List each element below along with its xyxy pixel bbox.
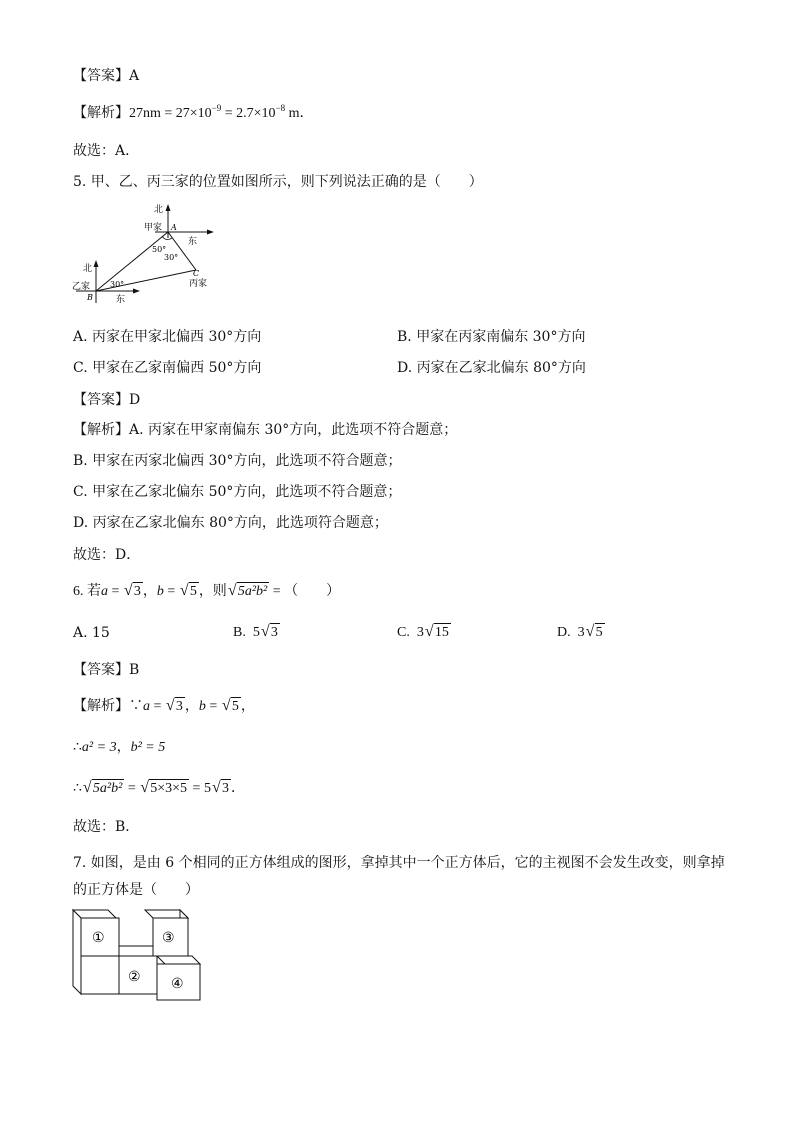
q5-analysis-3: C. 甲家在乙家北偏东 50°方向，此选项不符合题意；: [73, 484, 402, 500]
q4-analysis: [73, 104, 314, 124]
q6-analysis-1: [73, 697, 255, 717]
q6-option-c-label: C.: [397, 625, 410, 640]
east-label-bottom: 东: [116, 295, 126, 305]
q4-expr-mid: = 2.7×10: [221, 106, 276, 121]
q5-figure: [70, 200, 220, 305]
angle-30-b-label: 30°: [110, 280, 125, 289]
q6-then: ，则: [198, 584, 227, 599]
q5-stem: 5. 甲、乙、丙三家的位置如图所示，则下列说法正确的是（ ）: [73, 174, 483, 190]
q4-exp1: −9: [211, 103, 222, 113]
q6-eq-2: =: [163, 584, 179, 599]
q6-analysis-result-sqrt: √ 3: [211, 779, 229, 796]
q6-option-d: [557, 623, 605, 643]
q6-option-d-sqrt: √ 5: [585, 623, 603, 640]
q6-analysis-period: ．: [230, 781, 245, 796]
q6-therefore-1: ∴: [73, 740, 82, 755]
q7-stem-line2: 的正方体是（ ）: [73, 882, 199, 898]
q6-option-b-coef: 5: [252, 625, 260, 640]
q5-analysis-2: B. 甲家在丙家北偏西 30°方向，此选项不符合题意；: [73, 453, 402, 469]
q6-option-c-coef: 3: [416, 625, 424, 640]
q6-option-b-label: B.: [233, 625, 246, 640]
q5-option-a: A. 丙家在甲家北偏西 30°方向: [73, 329, 262, 345]
q6-paren: （ ）: [284, 584, 341, 599]
q6-var-b: b: [156, 584, 164, 599]
point-c-label: C: [193, 269, 200, 278]
q5-choose: 故选：D．: [73, 547, 141, 563]
east-arrow-a: [207, 230, 214, 235]
q6-analysis-sqrt-product: √ 5×3×5: [140, 779, 188, 796]
q6-sqrt-expr-arg: 5a²b²: [237, 584, 268, 599]
q5-option-b: B. 甲家在丙家南偏东 30°方向: [397, 329, 586, 345]
q6-analysis-sqrt-expr: √ 5a²b²: [82, 779, 123, 796]
q6-sqrt3: √ 3: [123, 582, 141, 599]
q5-option-d: D. 丙家在乙家北偏东 80°方向: [397, 360, 586, 376]
q6-therefore-2: ∴: [73, 781, 82, 796]
q5-option-c: C. 甲家在乙家南偏西 50°方向: [73, 360, 262, 376]
point-a-label: A: [171, 223, 177, 232]
q5-answer: 【答案】D: [73, 392, 141, 408]
cube1-side: [73, 910, 81, 994]
q6-option-a: A. 15: [73, 625, 110, 641]
q6-var-a: a: [101, 584, 108, 599]
q6-option-b: [233, 623, 280, 643]
q6-analysis-eq-2: =: [205, 699, 221, 714]
q6-option-b-arg: 3: [270, 625, 278, 640]
q4-expr-prefix: 27nm = 27×10: [129, 106, 212, 121]
q6-sqrt-expr: √ 5a²b²: [227, 582, 268, 599]
east-arrow-b: [133, 289, 140, 294]
jia-label: 甲家: [144, 223, 163, 233]
q6-sqrt3-arg: 3: [133, 584, 141, 599]
q6-choose: 故选：B．: [73, 819, 140, 835]
q6-option-c-arg: 15: [434, 625, 449, 640]
cube4-top: [157, 956, 200, 964]
north-label-bottom: 北: [83, 264, 93, 274]
q6-b-squared: b² = 5: [130, 740, 166, 755]
q6-analysis-eq-1: =: [150, 699, 165, 714]
q6-option-d-coef: 3: [577, 625, 585, 640]
q6-option-d-arg: 5: [595, 625, 603, 640]
q6-analysis-result-coef: 5: [203, 781, 211, 796]
q6-sqrt5-arg: 5: [189, 584, 197, 599]
cube-bottom-left-front: [81, 956, 119, 994]
q4-choose: 故选：A．: [73, 143, 140, 159]
angle-arc-a: [162, 236, 172, 240]
angle-30-a-label: 30°: [164, 253, 179, 262]
q6-eq-3: =: [269, 584, 285, 599]
q6-answer: 【答案】B: [73, 662, 140, 678]
cube2-top: [119, 946, 153, 956]
point-b-label: B: [87, 293, 93, 302]
east-label-top: 东: [188, 237, 198, 247]
q6-analysis-2: [73, 738, 165, 758]
q6-analysis-var-b: b: [198, 699, 206, 714]
cube-label-2: ②: [128, 969, 141, 985]
q6-eq-1: =: [108, 584, 123, 599]
q6-analysis-comma-1: ，: [184, 699, 199, 714]
q6-a-squared: a² = 3: [81, 740, 117, 755]
q7-stem-line1: 7. 如图，是由 6 个相同的正方体组成的图形，拿掉其中一个正方体后，它的主视图不会发生改变，则拿掉: [73, 855, 725, 871]
cube-label-4: ④: [171, 976, 184, 992]
q6-option-c: [397, 623, 451, 643]
q6-analysis-sqrt5: √ 5: [221, 697, 239, 714]
q5-analysis-4: D. 丙家在乙家北偏东 80°方向，此选项符合题意；: [73, 515, 388, 531]
q6-sqrt5: √ 5: [179, 582, 197, 599]
q6-analysis-eq-4: =: [189, 781, 204, 796]
q6-analysis-eq-3: =: [124, 781, 140, 796]
q6-analysis-comma-2: ，: [240, 699, 255, 714]
q6-analysis-label: 【解析】∵: [73, 699, 143, 714]
q4-analysis-label: 【解析】: [73, 106, 129, 121]
q6-option-b-sqrt: √ 3: [260, 623, 278, 640]
north-arrow-a: [166, 204, 171, 211]
north-arrow-b: [94, 260, 99, 267]
q6-analysis-result-arg: 3: [221, 781, 229, 796]
q5-analysis-1: 【解析】A. 丙家在甲家南偏东 30°方向，此选项不符合题意；: [73, 422, 458, 438]
q6-analysis-sqrt-expr-arg: 5a²b²: [92, 781, 123, 796]
yi-label: 乙家: [72, 282, 91, 292]
cube-label-1: ①: [92, 930, 105, 946]
q6-analysis-sqrt-product-arg: 5×3×5: [150, 781, 188, 796]
q6-comma: ，: [142, 584, 157, 599]
q4-exp2: −8: [275, 103, 286, 113]
q6-analysis-3: [73, 779, 245, 799]
q6-stem-prefix: 6. 若: [73, 584, 101, 599]
q6-analysis-comma-3: ，: [116, 740, 131, 755]
q6-analysis-var-a: a: [143, 699, 150, 714]
north-label-top: 北: [154, 205, 164, 215]
q6-analysis-sqrt3: √ 3: [165, 697, 183, 714]
q6-analysis-sqrt5-arg: 5: [231, 699, 239, 714]
q4-answer: 【答案】A: [73, 68, 140, 84]
angle-50-label: 50°: [152, 245, 167, 254]
q4-expr-suffix: m．: [288, 106, 314, 121]
q6-option-c-sqrt: √ 15: [424, 623, 449, 640]
segment-ab: [96, 232, 168, 291]
q6-option-d-label: D.: [557, 625, 571, 640]
q6-stem: [73, 582, 340, 602]
q7-cube-figure: [70, 908, 205, 1003]
q6-analysis-sqrt3-arg: 3: [175, 699, 183, 714]
cube-label-3: ③: [162, 930, 175, 946]
bing-label: 丙家: [189, 279, 208, 289]
